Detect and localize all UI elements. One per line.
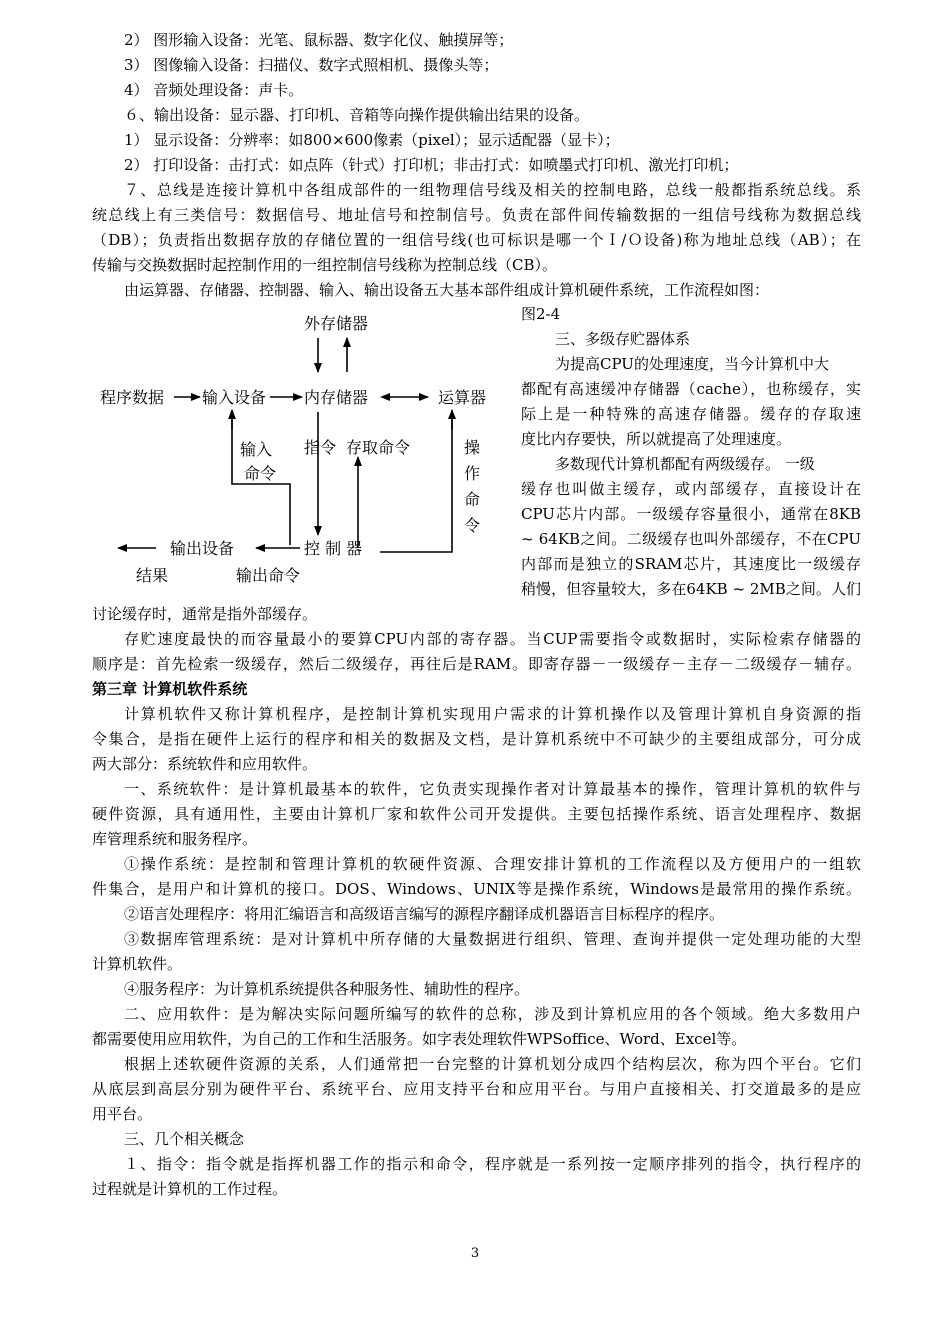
text-line: ④服务程序：为计算机系统提供各种服务性、辅助性的程序。	[124, 980, 530, 998]
result-label: 结果	[136, 566, 169, 585]
text-line: 存贮速度最快的而容量最小的要算CPU内部的寄存器。当CUP需要指令或数据时，实际检索存储器的	[124, 630, 861, 648]
text-line: 3） 图像输入设备：扫描仪、数字式照相机、摄像头等；	[124, 56, 499, 74]
text-line: 缓存也叫做主缓存，或内部缓存，直接设计在	[521, 480, 861, 498]
external-storage-label: 外存储器	[304, 314, 369, 333]
text-line: 过程就是计算机的工作过程。	[92, 1180, 288, 1198]
page-number: 3	[470, 1246, 480, 1261]
text-line: 1） 显示设备：分辨率：如800×600像素（pixel）；显示适配器（显卡）；	[124, 131, 620, 149]
text-line: 库管理系统和服务程序。	[92, 830, 258, 848]
text-line: 令集合，是指在硬件上运行的程序和相关的数据及文档，是计算机系统中不可缺少的主要组成部分，可分成	[92, 730, 861, 748]
text-line: 稍慢，但容量较大，多在64KB ~ 2MB之间。人们	[521, 580, 861, 598]
text-line: 统总线上有三类信号：数据信号、地址信号和控制信号。负责在部件间传输数据的一组信号线称为数据总线	[92, 206, 861, 224]
access-command-label: 存取命令	[346, 438, 411, 457]
text-line: 二、应用软件：是为解决实际问题所编写的软件的总称，涉及到计算机应用的各个领域。绝大多数用户	[124, 1005, 861, 1023]
text-line: ~ 64KB之间。二级缓存也叫外部缓存，不在CPU	[521, 530, 861, 548]
text-line: 硬件资源，具有通用性，主要由计算机厂家和软件公司开发提供。主要包括操作系统、语言处理程序、数据	[92, 805, 861, 823]
memory-label: 内存储器	[304, 388, 369, 407]
operation-command-label: 操	[464, 438, 481, 457]
operation-command-label: 作	[464, 464, 481, 483]
text-line: 传输与交换数据时起控制作用的一组控制信号线称为控制总线（CB）。	[92, 256, 558, 274]
text-line: 2） 图形输入设备：光笔、鼠标器、数字化仪、触摸屏等；	[124, 31, 514, 49]
text-line: ６、输出设备：显示器、打印机、音箱等向操作提供输出结果的设备。	[124, 106, 590, 124]
text-line: 际上是一种特殊的高速存储器。缓存的存取速	[521, 405, 861, 423]
text-line: 4） 音频处理设备：声卡。	[124, 81, 304, 99]
operation-command-label: 命	[464, 490, 481, 509]
figure-caption: 图2-4	[521, 305, 561, 323]
text-line: 为提高CPU的处理速度，当今计算机中大	[555, 355, 829, 373]
text-line: ③数据库管理系统：是对计算机中所存储的大量数据进行组织、管理、查询并提供一定处理功能的大型	[124, 930, 861, 948]
output-command-label: 输出命令	[236, 566, 301, 585]
alu-label: 运算器	[438, 388, 487, 407]
text-line: １、指令：指令就是指挥机器工作的指示和命令，程序就是一系列按一定顺序排列的指令，执行程序的	[124, 1155, 861, 1173]
text-line: 内部而是独立的SRAM芯片，其速度比一级缓存	[521, 555, 861, 573]
text-line: ②语言处理程序：将用汇编语言和高级语言编写的源程序翻译成机器语言目标程序的程序。	[124, 905, 725, 923]
text-line: 一、系统软件：是计算机最基本的软件，它负责实现操作者对计算最基本的操作，管理计算机的软件与	[124, 780, 861, 798]
text-line: 讨论缓存时，通常是指外部缓存。	[92, 605, 318, 623]
program-data-label: 程序数据	[100, 388, 165, 407]
text-line: 两大部分：系统软件和应用软件。	[92, 755, 318, 773]
text-line: 从底层到高层分别为硬件平台、系统平台、应用支持平台和应用平台。与用户直接相关、打交道最多的是应	[92, 1080, 861, 1098]
text-line: 都配有高速缓冲存储器（cache），也称缓存，实	[521, 380, 861, 398]
text-line: 计算机软件又称计算机程序，是控制计算机实现用户需求的计算机操作以及管理计算机自身资源的指	[124, 705, 861, 723]
input-command-label: 输入	[240, 440, 273, 459]
text-line: 计算机软件。	[92, 955, 183, 973]
text-line: 都需要使用应用软件，为自己的工作和生活服务。如字表处理软件WPSoffice、Word、Excel等。	[92, 1030, 747, 1048]
operation-command-label: 令	[464, 516, 481, 535]
chapter-heading: 第三章 计算机软件系统	[92, 680, 248, 698]
text-line: 用平台。	[92, 1105, 153, 1123]
output-device-label: 输出设备	[170, 539, 235, 558]
text-line: 顺序是：首先检索一级缓存，然后二级缓存，再往后是RAM。即寄存器－一级缓存－主存－二级缓存－辅存。	[92, 655, 861, 673]
text-line: ７、总线是连接计算机中各组成部件的一组物理信号线及相关的控制电路，总线一般都指系统总线。系	[124, 181, 861, 199]
text-line: 由运算器、存储器、控制器、输入、输出设备五大基本部件组成计算机硬件系统，工作流程如图：	[124, 281, 770, 299]
section-heading: 三、多级存贮器体系	[555, 330, 691, 348]
text-line: 度比内存要快，所以就提高了处理速度。	[521, 430, 792, 448]
controller-label: 控 制 器	[304, 539, 363, 558]
text-line: 2） 打印设备：击打式：如点阵（针式）打印机；非击打式：如喷墨式打印机、激光打印机；	[124, 156, 739, 174]
instruction-label: 指令	[304, 438, 337, 457]
text-line: CPU芯片内部。一级缓存容量很小，通常在8KB	[521, 505, 861, 523]
text-line: ①操作系统：是控制和管理计算机的软硬件资源、合理安排计算机的工作流程以及方便用户的一组软	[124, 855, 861, 873]
text-line: 多数现代计算机都配有两级缓存。 一级	[555, 455, 815, 473]
input-command-label: 命令	[244, 464, 277, 483]
op-command-line	[380, 412, 452, 552]
text-line: 根据上述软硬件资源的关系，人们通常把一台完整的计算机划分成四个结构层次，称为四个平台。它们	[124, 1055, 861, 1073]
text-line: 件集合，是用户和计算机的接口。DOS、Windows、UNIX等是操作系统，Windows是最常用的操作系统。	[92, 880, 861, 898]
text-line: （DB）；负责指出数据存放的存储位置的一组信号线(也可标识是哪一个Ｉ/Ｏ设备)称为地址总线（AB）；在	[92, 231, 861, 249]
input-device-label: 输入设备	[202, 388, 267, 407]
section-heading: 三、几个相关概念	[124, 1130, 245, 1148]
